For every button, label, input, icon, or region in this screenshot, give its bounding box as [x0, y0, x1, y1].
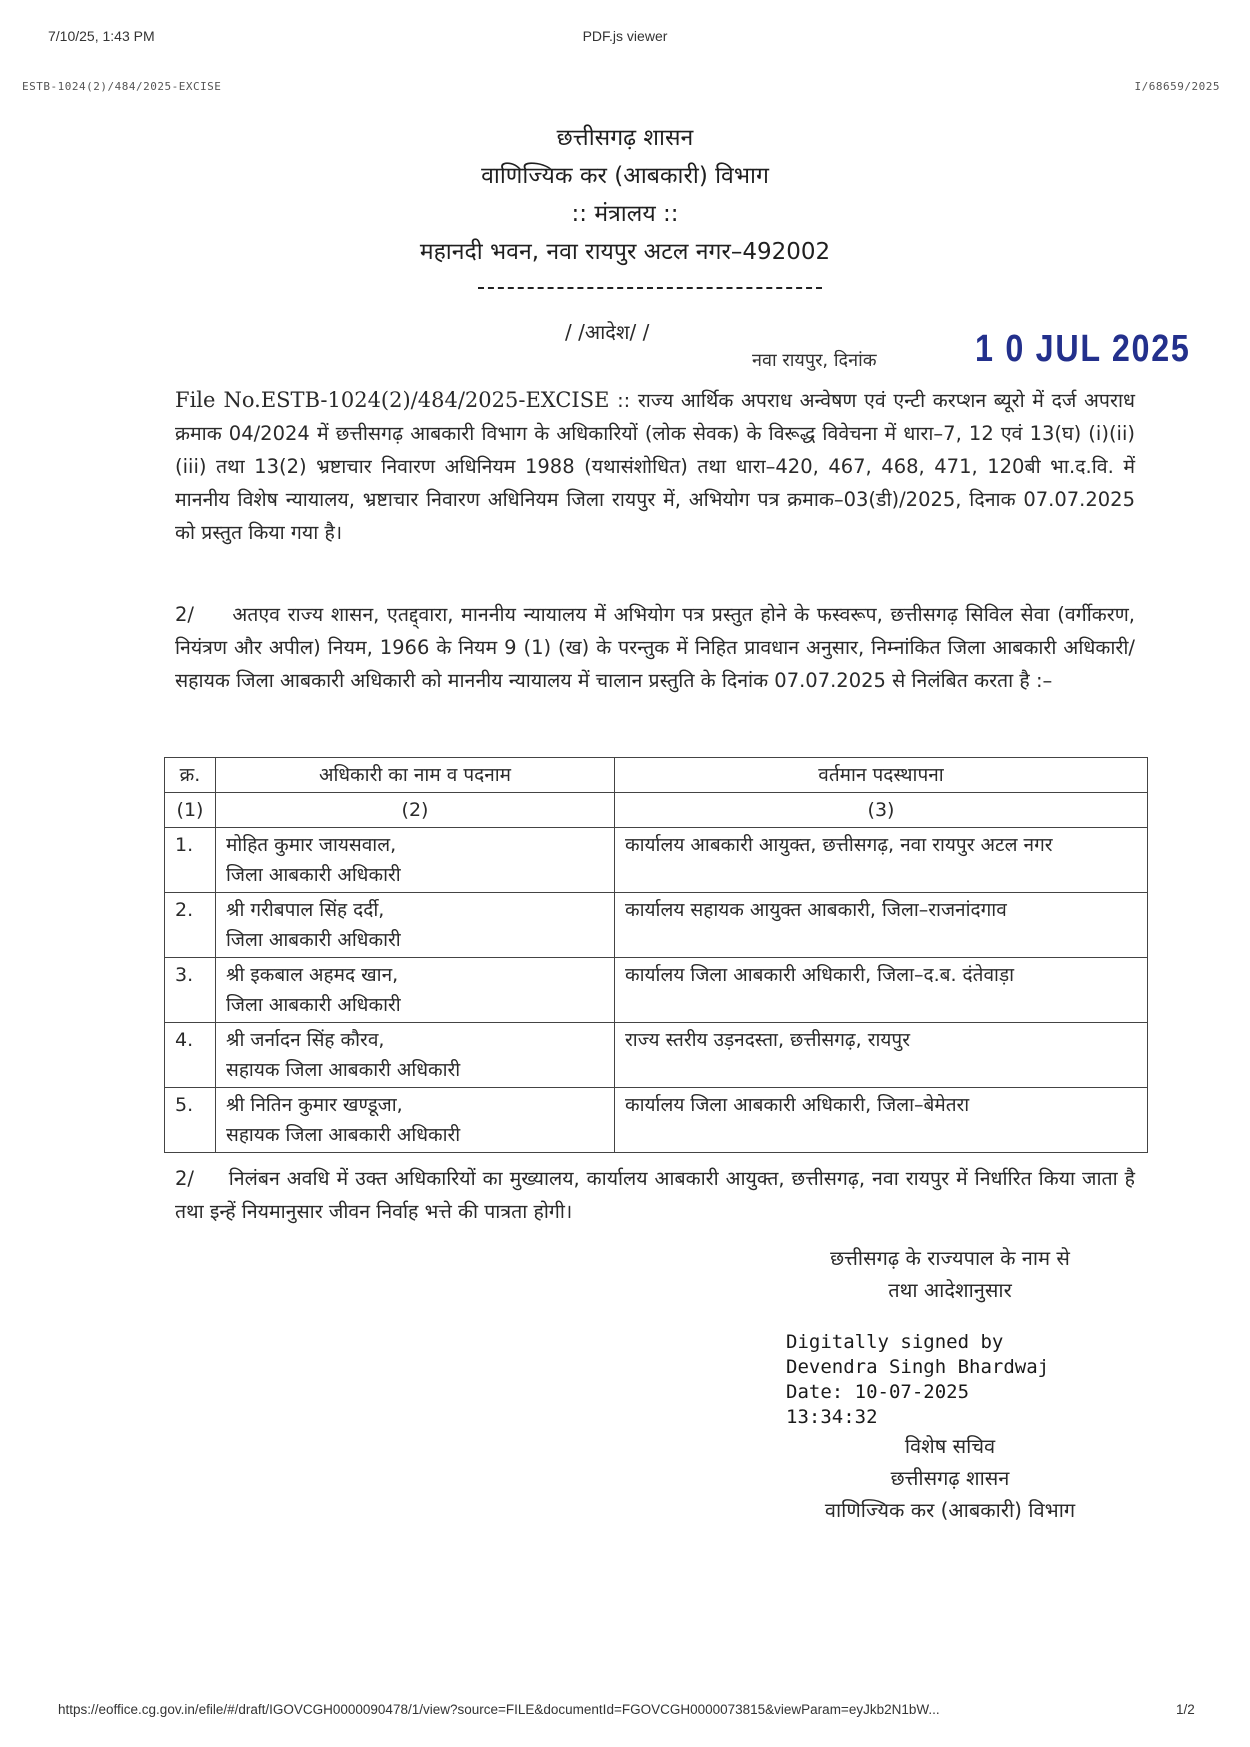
column-number-1: (1) — [165, 793, 216, 828]
viewer-title: PDF.js viewer — [582, 28, 668, 44]
digital-signature-label: Digitally signed by — [786, 1331, 1004, 1353]
digital-signature-time: 13:34:32 — [786, 1406, 878, 1428]
paragraph-1 — [175, 384, 1135, 549]
column-header-posting: वर्तमान पदस्थापना — [615, 758, 1148, 793]
column-number-3: (3) — [615, 793, 1148, 828]
header-department: वाणिज्यिक कर (आबकारी) विभाग — [481, 163, 769, 189]
paragraph-2-text: अतएव राज्य शासन, एतद्द्वारा, माननीय न्यायालय में अभियोग पत्र प्रस्तुत होने के फस्वरूप, छत्तीसगढ़ सिविल सेवा (वर्गीकरण, नियंत्रण और अपील) नियम, 1966 के नियम 9 (1) (ख) के परन्तुक में निहित प्रावधान अनुसार, निम्नांकित जिला आबकारी अधिकारी/सहायक जिला आबकारी अधिकारी को माननीय न्यायालय में चालान प्रस्तुति के दिनांक 07.07.2025 से निलंबित करता है :– — [175, 603, 1135, 692]
signatory-department: वाणिज्यिक कर (आबकारी) विभाग — [824, 1498, 1076, 1522]
officer-posting: कार्यालय जिला आबकारी अधिकारी, जिला–द.ब. दंतेवाड़ा — [615, 958, 1148, 1023]
file-number: File No.ESTB-1024(2)/484/2025-EXCISE — [175, 388, 610, 412]
officer-name: श्री नितिन कुमार खण्डूजा, — [226, 1094, 403, 1116]
governor-order-line-2: तथा आदेशानुसार — [888, 1278, 1012, 1302]
column-header-name: अधिकारी का नाम व पदनाम — [216, 758, 615, 793]
officer-cell — [216, 958, 615, 1023]
row-serial: 5. — [165, 1088, 216, 1153]
officer-designation: जिला आबकारी अधिकारी — [226, 864, 401, 886]
officer-cell — [216, 1088, 615, 1153]
governor-order-line-1: छत्तीसगढ़ के राज्यपाल के नाम से — [830, 1246, 1070, 1270]
table-row — [165, 1088, 1148, 1153]
table-header-row — [165, 758, 1148, 793]
header-government: छत्तीसगढ़ शासन — [556, 125, 694, 151]
paragraph-3-number: 2/ — [175, 1167, 194, 1190]
paragraph-3 — [175, 1162, 1135, 1228]
officer-designation: जिला आबकारी अधिकारी — [226, 929, 401, 951]
order-title: / /आदेश/ / — [565, 320, 650, 344]
officer-posting: राज्य स्तरीय उड़नदस्ता, छत्तीसगढ़, रायपुर — [615, 1023, 1148, 1088]
table-subheader-row — [165, 793, 1148, 828]
officer-posting: कार्यालय सहायक आयुक्त आबकारी, जिला–राजनांदगाव — [615, 893, 1148, 958]
paragraph-2-number: 2/ — [175, 603, 194, 626]
officer-cell — [216, 893, 615, 958]
header-divider — [478, 287, 822, 289]
date-stamp: 1 0 JUL 2025 — [975, 328, 1191, 370]
row-serial: 2. — [165, 893, 216, 958]
table-row — [165, 958, 1148, 1023]
date-prefix: नवा रायपुर, दिनांक — [752, 350, 877, 371]
officer-designation: जिला आबकारी अधिकारी — [226, 994, 401, 1016]
officer-cell — [216, 1023, 615, 1088]
signatory-designation: विशेष सचिव — [904, 1434, 996, 1458]
header-ministry: :: मंत्रालय :: — [571, 201, 679, 227]
officer-cell — [216, 828, 615, 893]
digital-signature-date: Date: 10-07-2025 — [786, 1381, 970, 1403]
officer-name: श्री गरीबपाल सिंह दर्दी, — [226, 899, 385, 921]
digital-signature-name: Devendra Singh Bhardwaj — [786, 1356, 1050, 1378]
signatory-organization: छत्तीसगढ़ शासन — [890, 1466, 1010, 1490]
file-reference-top-right: I/68659/2025 — [1134, 80, 1220, 93]
officer-posting: कार्यालय आबकारी आयुक्त, छत्तीसगढ़, नवा रायपुर अटल नगर — [615, 828, 1148, 893]
header-address: महानदी भवन, नवा रायपुर अटल नगर–492002 — [419, 239, 831, 265]
column-number-2: (2) — [216, 793, 615, 828]
paragraph-2 — [175, 598, 1135, 697]
digital-signature-block — [786, 1330, 1049, 1430]
page-url: https://eoffice.cg.gov.in/efile/#/draft/IGOVCGH0000090478/1/view?source=FILE&documentId=FGOVCGH0000073815&viewParam=eyJkb2N1bW... — [58, 1702, 940, 1717]
row-serial: 4. — [165, 1023, 216, 1088]
paragraph-3-text: निलंबन अवधि में उक्त अधिकारियों का मुख्यालय, कार्यालय आबकारी आयुक्त, छत्तीसगढ़, नवा रायपुर में निर्धारित किया जाता है तथा इन्हें नियमानुसार जीवन निर्वाह भत्ते की पात्रता होगी। — [175, 1167, 1135, 1223]
suspended-officers-table — [164, 757, 1148, 1153]
print-timestamp: 7/10/25, 1:43 PM — [48, 28, 155, 44]
column-header-serial: क्र. — [165, 758, 216, 793]
table-row — [165, 828, 1148, 893]
table-row — [165, 893, 1148, 958]
officer-name: मोहित कुमार जायसवाल, — [226, 834, 397, 856]
officer-name: श्री जर्नादन सिंह कौरव, — [226, 1029, 385, 1051]
row-serial: 3. — [165, 958, 216, 1023]
officer-name: श्री इकबाल अहमद खान, — [226, 964, 399, 986]
paragraph-1-text: :: राज्य आर्थिक अपराध अन्वेषण एवं एन्टी करप्शन ब्यूरो में दर्ज अपराध क्रमाक 04/2024 में छत्तीसगढ़ आबकारी विभाग के अधिकारियों (लोक सेवक) के विरूद्ध विवेचना में धारा–7, 12 एवं 13(घ) (i)(ii)(iii) तथा 13(2) भ्रष्टाचार निवारण अधिनियम 1988 (यथासंशोधित) तथा धारा–420, 467, 468, 471, 120बी भा.द.वि. में माननीय विशेष न्यायालय, भ्रष्टाचार निवारण अधिनियम जिला रायपुर में, अभियोग पत्र क्रमाक–03(डी)/2025, दिनाक 07.07.2025 को प्रस्तुत किया गया है। — [175, 389, 1136, 544]
officer-designation: सहायक जिला आबकारी अधिकारी — [226, 1059, 461, 1081]
row-serial: 1. — [165, 828, 216, 893]
file-reference-top-left: ESTB-1024(2)/484/2025-EXCISE — [22, 80, 222, 93]
officer-designation: सहायक जिला आबकारी अधिकारी — [226, 1124, 461, 1146]
officer-posting: कार्यालय जिला आबकारी अधिकारी, जिला–बेमेतरा — [615, 1088, 1148, 1153]
table-row — [165, 1023, 1148, 1088]
page-indicator: 1/2 — [1176, 1702, 1195, 1717]
